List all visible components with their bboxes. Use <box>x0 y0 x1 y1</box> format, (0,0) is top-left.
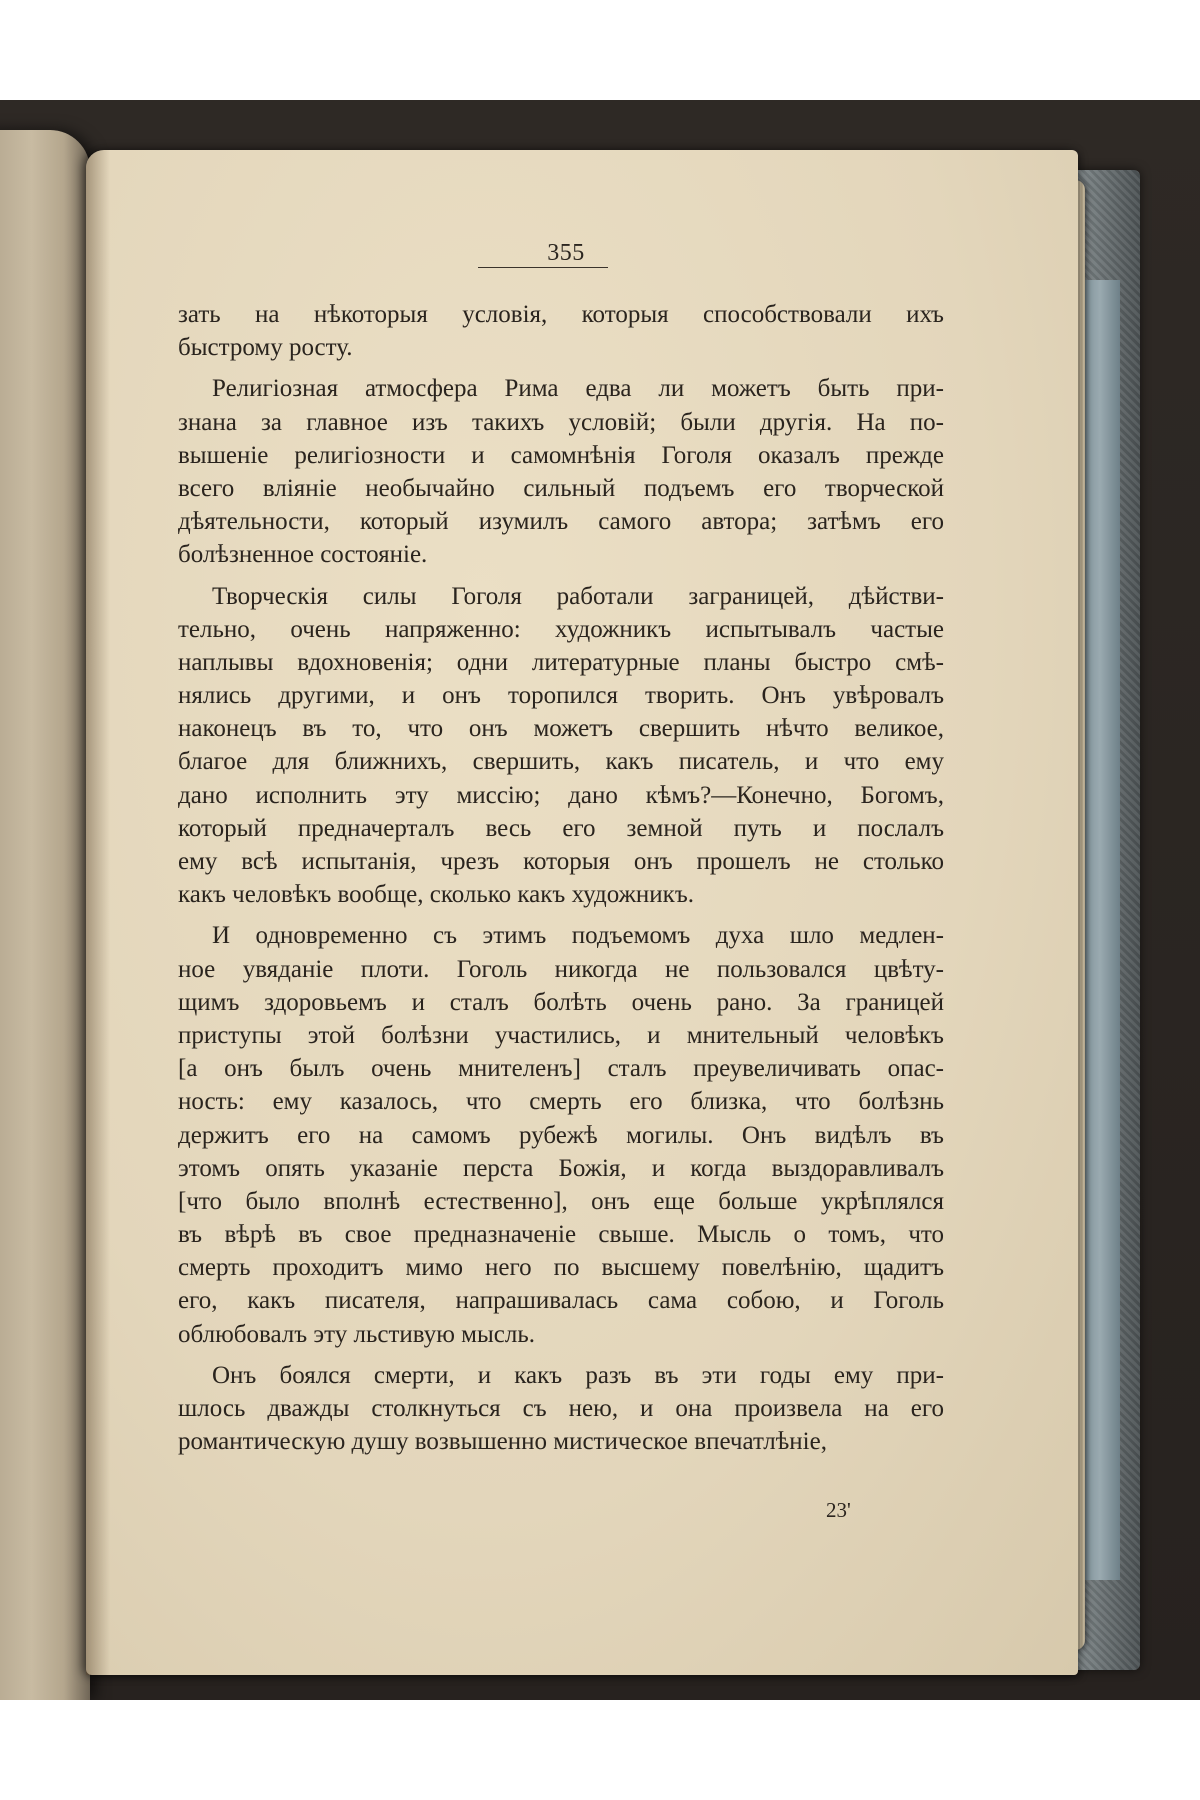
text-line: И одновременно съ этимъ подъемомъ духа шло медлен- <box>212 922 944 950</box>
text-line: ность: ему казалось, что смерть его близка, что болѣзнь <box>178 1088 944 1116</box>
page-number: 355 <box>547 240 585 266</box>
text-line: нялись другими, и онъ торопился творить. Онъ увѣровалъ <box>178 682 944 710</box>
paragraph <box>178 298 944 364</box>
text-line: [а онъ былъ очень мнителенъ] сталъ преувеличивать опас- <box>178 1055 944 1083</box>
text-line: романтическую душу возвышенно мистическое впечатлѣніе, <box>178 1428 827 1456</box>
text-line: смерть проходитъ мимо него по высшему повелѣнію, щадитъ <box>178 1254 944 1282</box>
text-line: зать на нѣкоторыя условія, которыя способствовали ихъ <box>178 301 944 328</box>
text-line: быстрому росту. <box>178 334 353 362</box>
text-line: Творческія силы Гоголя работали заграницей, дѣйстви- <box>212 582 944 610</box>
gutter-shadow <box>86 150 110 1675</box>
paragraph <box>178 919 944 1350</box>
text-line: этомъ опять указаніе перста Божія, и когда выздоравливалъ <box>178 1154 944 1182</box>
page-text <box>178 298 944 1458</box>
paragraph-gap <box>178 364 944 372</box>
text-line: который предначерталъ весь его земной путь и послалъ <box>178 814 944 842</box>
text-line: вышеніе религіозности и самомнѣнія Гоголя оказалъ прежде <box>178 441 944 469</box>
left-page-edge <box>0 130 90 1700</box>
text-line: болѣзненное состояніе. <box>178 541 428 569</box>
text-line: дано исполнить эту миссію; дано кѣмъ?—Конечно, Богомъ, <box>178 781 944 809</box>
photo-background <box>0 100 1200 1700</box>
text-line: его, какъ писателя, напрашивалась сама собою, и Гоголь <box>178 1287 944 1315</box>
page-number-rule <box>478 267 608 268</box>
text-line: въ вѣрѣ въ свое предназначеніе свыше. Мысль о томъ, что <box>178 1221 944 1249</box>
paragraph <box>178 1359 944 1459</box>
paragraph <box>178 580 944 912</box>
text-line: благое для ближнихъ, свершить, какъ писатель, и что ему <box>178 748 944 776</box>
text-line: облюбовалъ эту льстивую мысль. <box>178 1320 535 1348</box>
text-line: какъ человѣкъ вообще, сколько какъ художникъ. <box>178 881 694 909</box>
text-line: шлось дважды столкнуться съ нею, и она произвела на его <box>178 1395 944 1422</box>
text-line: всего вліяніе необычайно сильный подъемъ его творческой <box>178 474 944 502</box>
text-line: тельно, очень напряженно: художникъ испытывалъ частые <box>178 615 944 643</box>
text-line: [что было вполнѣ естественно], онъ еще больше укрѣплялся <box>178 1187 944 1215</box>
paragraph-gap <box>178 911 944 919</box>
text-line: щимъ здоровьемъ и сталъ болѣть очень рано. За границей <box>178 988 944 1016</box>
text-line: Онъ боялся смерти, и какъ разъ въ эти годы ему при- <box>212 1361 944 1389</box>
text-line: знана за главное изъ такихъ условій; были другія. На по- <box>178 408 944 436</box>
paragraph-gap <box>178 1351 944 1359</box>
paragraph-gap <box>178 572 944 580</box>
text-line: ное увяданіе плоти. Гоголь никогда не пользовался цвѣту- <box>178 955 944 983</box>
text-line: наконецъ въ то, что онъ можетъ свершить нѣчто великое, <box>178 715 944 743</box>
text-line: приступы этой болѣзни участились, и мнительный человѣкъ <box>178 1021 944 1049</box>
signature-mark: 23' <box>826 1498 851 1522</box>
text-line: Религіозная атмосфера Рима едва ли можетъ быть при- <box>212 375 944 403</box>
text-line: ему всѣ испытанія, чрезъ которыя онъ прошелъ не столько <box>178 848 944 875</box>
book-cover-cloth <box>1080 280 1120 1580</box>
text-line: держитъ его на самомъ рубежѣ могилы. Онъ видѣлъ въ <box>178 1121 944 1149</box>
text-line: дѣятельности, который изумилъ самого автора; затѣмъ его <box>178 508 944 536</box>
text-line: наплывы вдохновенія; одни литературные планы быстро смѣ- <box>178 648 944 676</box>
paragraph <box>178 372 944 571</box>
book-page <box>86 150 1078 1675</box>
